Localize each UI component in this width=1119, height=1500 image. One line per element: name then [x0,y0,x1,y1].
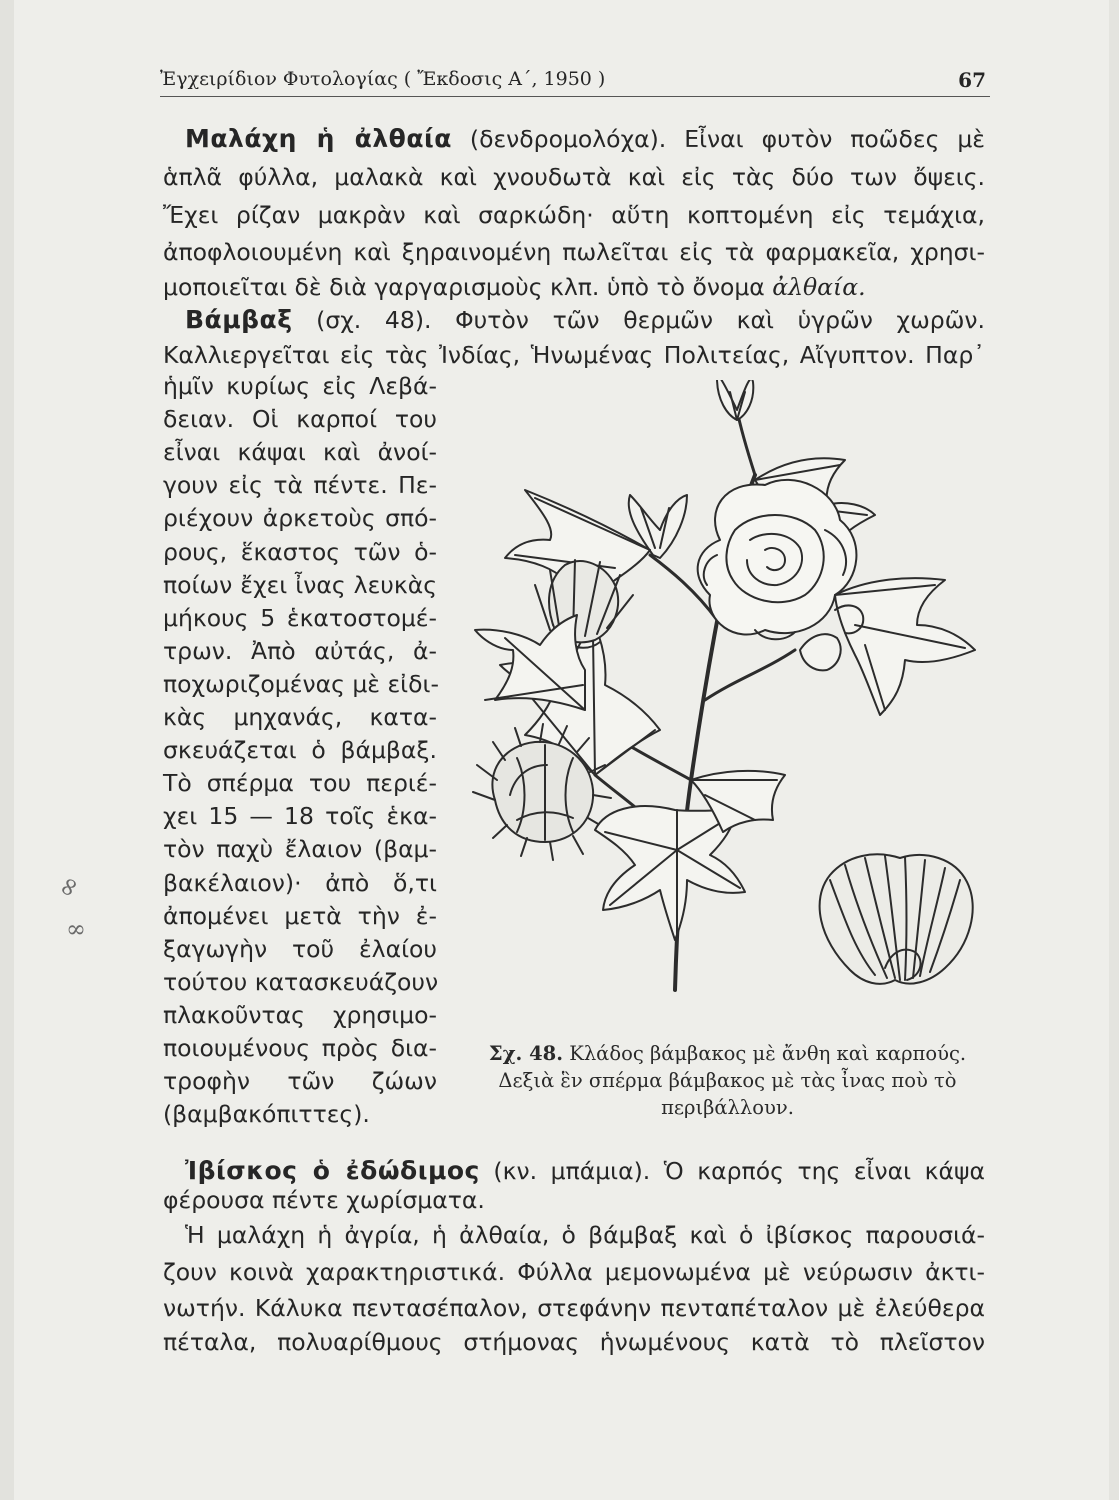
paragraph-vamvax-column-line: τροφὴν τῶν ζώων [163,1067,437,1096]
paragraph-vamvax-column-line: σκευάζεται ὁ βάμβαξ. [163,736,437,765]
figure-caption [455,1040,1000,1121]
paragraph-ibiskos-line-1: Ἰβίσκος ὁ ἐδώδιμος (κν. μπάμια). Ὁ καρπός της εἶναι κάψα [185,1156,985,1185]
page-edge-right [1109,0,1119,1500]
margin-mark-2: ∞ [66,915,86,943]
paragraph-summary-line-3: νωτήν. Κάλυκα πεντασέπαλον, στεφάνην πενταπέταλον μὲ ἐλεύθερα [163,1294,985,1322]
paragraph-vamvax-column-line: τρων. Ἀπὸ αὐτάς, ἀ- [163,636,437,665]
paragraph-ibiskos-line-2: φέρουσα πέντε χωρίσματα. [163,1186,485,1214]
paragraph-vamvax-column-line: δειαν. Οἱ καρποί του [163,405,437,434]
paragraph-malachi-line-2: ἁπλᾶ φύλλα, μαλακὰ καὶ χνουδωτὰ καὶ εἰς τὰς δύο των ὄψεις. [163,163,985,191]
paragraph-vamvax-column-line: ριέχουν ἀρκετοὺς σπό- [163,504,437,533]
paragraph-summary-line-2: ζουν κοινὰ χαρακτηριστικά. Φύλλα μεμονωμένα μὲ νεύρωσιν ἀκτι- [163,1258,985,1286]
paragraph-vamvax-column-line: ποχωριζομένας μὲ εἰδι- [163,669,439,698]
althaia-italic: ἀλθαία. [772,273,866,301]
paragraph-summary-line-1: Ἡ μαλάχη ἡ ἀγρία, ἡ ἀλθαία, ὁ βάμβαξ καὶ ὁ ἰβίσκος παρουσιά- [185,1221,985,1249]
paragraph-summary-line-4: πέταλα, πολυαρίθμους στήμονας ἡνωμένους κατὰ τὸ πλεῖστον [163,1328,985,1356]
paragraph-vamvax-column-line: πλακοῦντας χρησιμο- [163,1000,437,1029]
page-number: 67 [958,68,986,92]
paragraph-malachi-line-4: ἀποφλοιουμένη καὶ ξηραινομένη πωλεῖται εἰς τὰ φαρμακεῖα, χρησι- [163,238,985,266]
paragraph-vamvax-line-2: Καλλιεργεῖται εἰς τὰς Ἰνδίας, Ἡνωμένας Πολιτείας, Αἴγυπτον. Παρ᾽ [163,341,985,369]
paragraph-vamvax-column-line: τούτου κατασκευάζουν [163,967,439,996]
paragraph-vamvax-column-line: ξαγωγὴν τοῦ ἐλαίου [163,934,437,963]
caption-line-1: Σχ. 48. Κλάδος βάμβακος μὲ ἄνθη καὶ καρπούς. [488,1042,967,1065]
term-malachi: Μαλάχη ἡ ἀλθαία [185,124,452,153]
paragraph-vamvax-column-line: ρους, ἕκαστος τῶν ὁ- [163,537,437,566]
margin-mark-1: ∞ [50,870,88,904]
paragraph-malachi-line-5: μοποιεῖται δὲ διὰ γαργαρισμοὺς κλπ. ὑπὸ τὸ ὄνομα ἀλθαία. [163,273,866,301]
paragraph-vamvax-column-line: τὸν παχὺ ἔλαιον (βαμ- [163,835,437,864]
paragraph-vamvax-column-line: Τὸ σπέρμα του περιέ- [163,769,437,798]
page-edge-left [0,0,14,1500]
paragraph-vamvax-column-line: εἶναι κάψαι καὶ ἀνοί- [163,438,437,467]
paragraph-vamvax-column-line: κὰς μηχανάς, κατα- [163,703,437,731]
paragraph-malachi-line-3: Ἔχει ρίζαν μακρὰν καὶ σαρκώδη· αὕτη κοπτομένη εἰς τεμάχια, [163,201,985,229]
paragraph-vamvax-column-line: (βαμβακόπιττες). [163,1100,370,1129]
running-title: Ἐγχειρίδιον Φυτολογίας ( Ἔκδοσις Α΄, 1950 ) [160,68,606,90]
caption-line-2: Δεξιὰ ἓν σπέρμα βάμβακος μὲ τὰς ἶνας ποὺ τὸ [498,1069,957,1092]
caption-line-3: περιβάλλουν. [661,1096,794,1119]
term-ibiskos: Ἰβίσκος ὁ ἐδώδιμος [185,1156,480,1185]
running-head [160,66,990,97]
term-vamvax: Βάμβαξ [185,305,293,334]
paragraph-vamvax-line-1: Βάμβαξ (σχ. 48). Φυτὸν τῶν θερμῶν καὶ ὑγρῶν χωρῶν. [185,305,985,334]
paragraph-vamvax-column-line: ἀπομένει μετὰ τὴν ἐ- [163,901,437,930]
paragraph-vamvax-column-line: ποιουμένους πρὸς δια- [163,1034,437,1062]
paragraph-vamvax-column-line: γουν εἰς τὰ πέντε. Πε- [163,471,437,500]
cotton-branch-illustration [455,380,1000,1040]
paragraph-malachi-line-1: Μαλάχη ἡ ἀλθαία (δενδρομολόχα). Εἶναι φυτὸν ποῶδες μὲ [185,124,985,153]
paragraph-vamvax-column-line: ἡμῖν κυρίως εἰς Λεβά- [163,372,437,400]
paragraph-vamvax-column-line: χει 15 — 18 τοῖς ἑκα- [163,802,437,831]
paragraph-vamvax-column-line: ποίων ἔχει ἶνας λευκὰς [163,570,437,599]
paragraph-vamvax-column-line: μήκους 5 ἑκατοστομέ- [163,603,437,632]
figure-label: Σχ. 48. [488,1042,564,1065]
paragraph-vamvax-column-line: βακέλαιον)· ἀπὸ ὅ,τι [163,868,437,897]
